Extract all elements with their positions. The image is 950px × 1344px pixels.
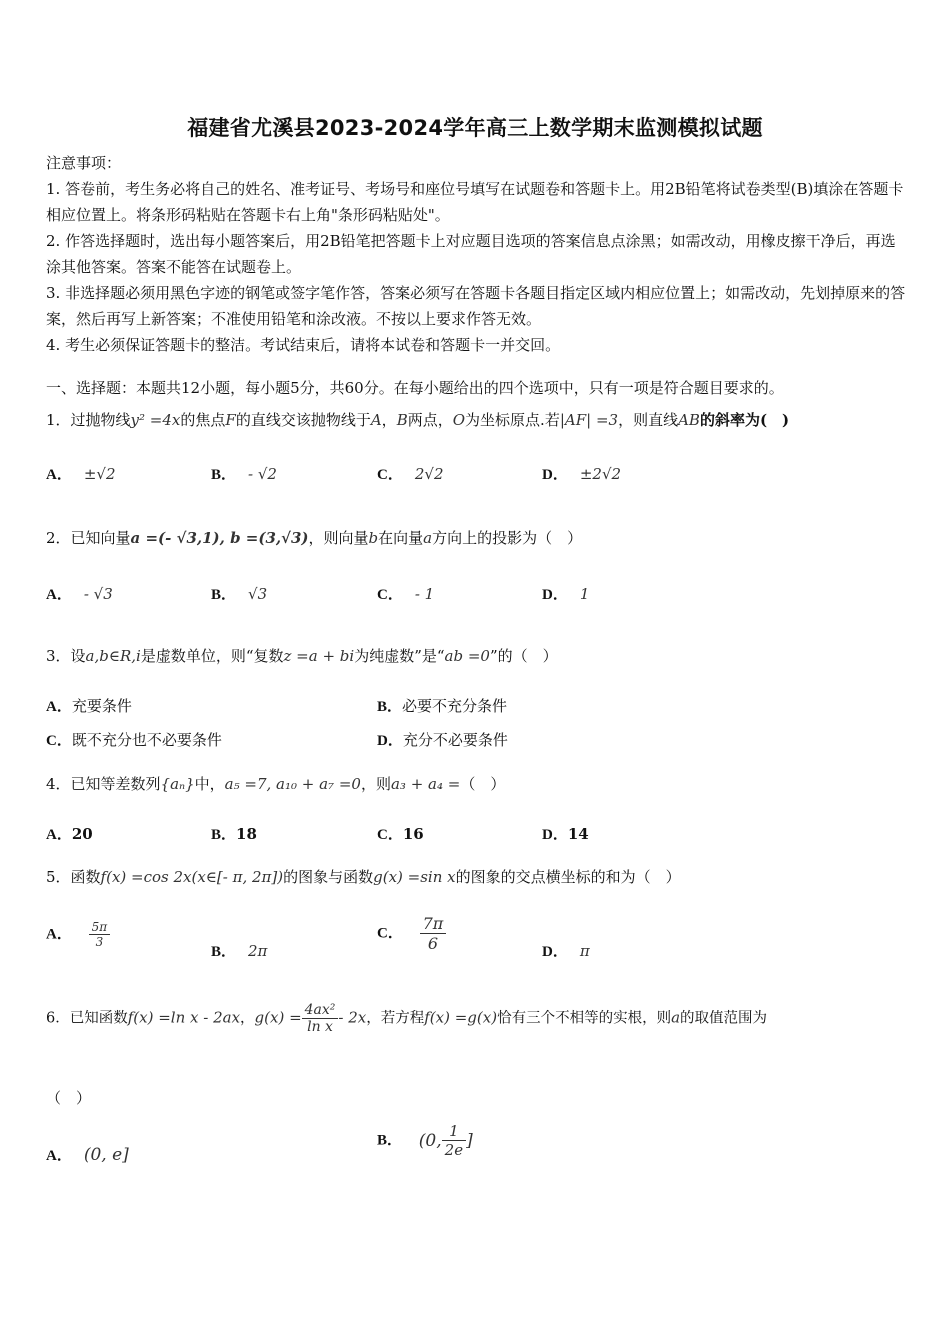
notes-block	[46, 150, 908, 358]
fraction: $\frac{\text{4ax²}}{\text{ln x}}$	[302, 1002, 339, 1035]
question-6: 6．已知函数f(x) =ln x - 2ax，g(x) = $\frac{\text{4ax²}}{\text{ln x}}$ - 2x，若方程f(x) =g(x)恰有三个不相等的实根，则a的取值范围为	[46, 1002, 768, 1035]
q1-option-c: C． 2√2	[377, 465, 444, 483]
q2-option-d: D． 1	[542, 585, 590, 603]
q3-option-a: A．充要条件	[46, 697, 132, 715]
question-1: 1．过抛物线y² =4x的焦点F的直线交该抛物线于A，B两点，O为坐标原点.若|AF| =3，则直线AB的斜率为( )	[46, 411, 790, 429]
notes-item-1: 1. 答卷前，考生务必将自己的姓名、准考证号、考场号和座位号填写在试题卷和答题卡上。用2B铅笔将试卷类型(B)填涂在答题卡相应位置上。将条形码粘贴在答题卡右上角"条形码粘贴处"。	[46, 180, 904, 224]
q6-option-b: B． (0, $\frac{1}{2e}$ ]	[377, 1122, 473, 1159]
q1-option-a: A． ±√2	[46, 465, 116, 483]
question-6-paren: （ ）	[46, 1089, 92, 1107]
q4-option-a: A．20	[46, 825, 93, 843]
q4-option-b: B．18	[211, 825, 257, 843]
q1-option-d: D． ±2√2	[542, 465, 622, 483]
notes-heading: 注意事项：	[46, 154, 122, 172]
q2-option-b: B． √3	[211, 585, 268, 603]
notes-item-4: 4. 考生必须保证答题卡的整洁。考试结束后，请将本试卷和答题卡一并交回。	[46, 336, 561, 354]
q5-option-c: C． $\frac{7\pi}{6}$	[377, 914, 446, 953]
q3-option-c: C．既不充分也不必要条件	[46, 731, 222, 749]
page-title: 福建省尤溪县2023-2024学年高三上数学期末监测模拟试题	[187, 116, 763, 140]
q1-option-b: B． - √2	[211, 465, 277, 483]
q2-option-c: C． - 1	[377, 585, 435, 603]
fraction: $\frac{5\pi}{3}$	[89, 920, 111, 949]
notes-item-3: 3. 非选择题必须用黑色字迹的钢笔或签字笔作答，答案必须写在答题卡各题目指定区域内相应位置上；如需改动，先划掉原来的答案，然后再写上新答案；不准使用铅笔和涂改液。不按以上要求作答无效。	[46, 284, 906, 328]
q5-option-a: A． $\frac{5\pi}{3}$	[46, 920, 110, 949]
q3-option-b: B．必要不充分条件	[377, 697, 508, 715]
q5-option-b: B． 2π	[211, 942, 268, 960]
notes-item-2: 2. 作答选择题时，选出每小题答案后，用2B铅笔把答题卡上对应题目选项的答案信息点涂黑；如需改动，用橡皮擦干净后，再选涂其他答案。答案不能答在试题卷上。	[46, 232, 896, 276]
question-2: 2．已知向量a =(- √3,1), b =(3,√3)，则向量b在向量a方向上的投影为（ ）	[46, 529, 583, 547]
question-4: 4．已知等差数列{aₙ}中，a₅ =7, a₁₀ + a₇ =0，则a₃ + a₄ =（ ）	[46, 775, 506, 793]
q3-option-d: D．充分不必要条件	[377, 731, 508, 749]
section-heading: 一、选择题：本题共12小题，每小题5分，共60分。在每小题给出的四个选项中，只有一项是符合题目要求的。	[46, 379, 784, 397]
q6-option-a: A． (0, e]	[46, 1145, 129, 1165]
math: y² =4x	[130, 411, 181, 429]
fraction: $\frac{7\pi}{6}$	[420, 914, 447, 953]
q4-option-c: C．16	[377, 825, 424, 843]
fraction: $\frac{1}{2e}$	[442, 1122, 466, 1159]
question-3: 3．设a,b∈R,i是虚数单位，则“复数z =a + bi为纯虚数”是“ab =0”的（ ）	[46, 647, 558, 665]
q4-option-d: D．14	[542, 825, 589, 843]
q5-option-d: D． π	[542, 942, 590, 960]
question-5: 5．函数f(x) =cos 2x(x∈[- π, 2π])的图象与函数g(x) =sin x的图象的交点横坐标的和为（ ）	[46, 868, 681, 886]
q2-option-a: A． - √3	[46, 585, 113, 603]
